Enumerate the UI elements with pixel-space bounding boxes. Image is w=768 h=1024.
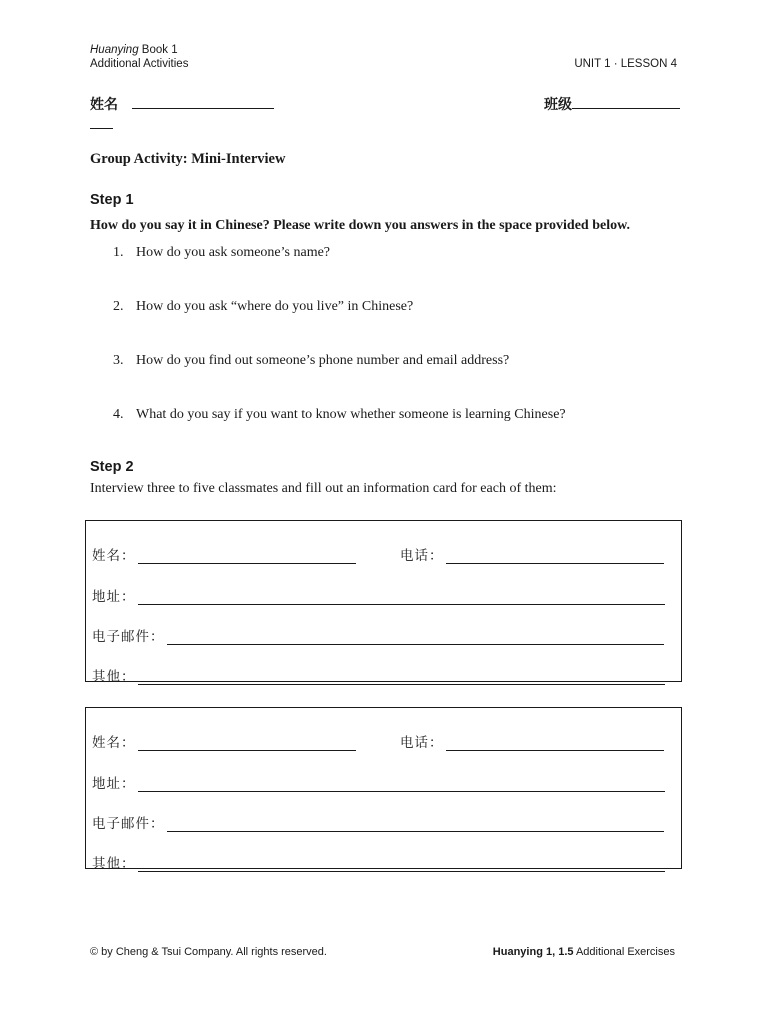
card-email-label: 电子邮件： bbox=[92, 629, 165, 644]
card-name-label: 姓名： bbox=[92, 548, 136, 563]
footer-reference-rest: Additional Exercises bbox=[573, 946, 675, 958]
info-card bbox=[85, 520, 682, 682]
question-number: 2. bbox=[113, 299, 124, 314]
question-text: How do you ask “where do you live” in Chinese? bbox=[136, 299, 414, 314]
card-email-label: 电子邮件： bbox=[92, 816, 165, 831]
header-book-title bbox=[90, 44, 178, 56]
card-other-line[interactable] bbox=[138, 859, 665, 872]
question-number: 1. bbox=[113, 245, 124, 260]
step2-title: Step 2 bbox=[90, 459, 134, 475]
question-item bbox=[113, 353, 509, 369]
name-blank-line[interactable] bbox=[132, 94, 274, 109]
card-address-line[interactable] bbox=[138, 592, 665, 605]
class-blank-line-continuation bbox=[90, 114, 113, 129]
card-email-line[interactable] bbox=[167, 632, 664, 645]
name-label: 姓名 bbox=[90, 98, 118, 113]
header-book-rest: Book 1 bbox=[138, 44, 178, 56]
question-number: 3. bbox=[113, 353, 124, 368]
activity-title: Group Activity: Mini-Interview bbox=[90, 151, 286, 167]
card-address-field bbox=[92, 585, 665, 605]
card-name-field bbox=[92, 731, 356, 751]
question-item bbox=[113, 299, 413, 315]
step1-instruction: How do you say it in Chinese? Please write down you answers in the space provided below. bbox=[90, 218, 630, 233]
footer-copyright: © by Cheng & Tsui Company. All rights reserved. bbox=[90, 946, 327, 958]
card-email-field bbox=[92, 812, 664, 832]
card-phone-line[interactable] bbox=[446, 551, 664, 564]
card-name-line[interactable] bbox=[138, 738, 356, 751]
card-phone-label: 电话： bbox=[400, 735, 444, 750]
header-book-italic: Huanying bbox=[90, 44, 139, 56]
card-other-field bbox=[92, 852, 665, 872]
card-other-field bbox=[92, 665, 665, 685]
step2-instruction: Interview three to five classmates and fill out an information card for each of them: bbox=[90, 481, 557, 496]
footer-reference bbox=[493, 946, 675, 958]
card-address-field bbox=[92, 772, 665, 792]
question-text: How do you ask someone’s name? bbox=[136, 245, 331, 260]
card-address-label: 地址： bbox=[92, 776, 136, 791]
question-text: How do you find out someone’s phone number and email address? bbox=[136, 353, 510, 368]
card-address-label: 地址： bbox=[92, 589, 136, 604]
card-phone-field bbox=[400, 731, 664, 751]
class-label: 班级 bbox=[544, 98, 572, 113]
question-number: 4. bbox=[113, 407, 124, 422]
info-card bbox=[85, 707, 682, 869]
card-email-field bbox=[92, 625, 664, 645]
header-subtitle: Additional Activities bbox=[90, 58, 189, 70]
card-phone-line[interactable] bbox=[446, 738, 664, 751]
card-phone-field bbox=[400, 544, 664, 564]
card-other-label: 其他： bbox=[92, 856, 136, 871]
card-other-label: 其他： bbox=[92, 669, 136, 684]
card-name-line[interactable] bbox=[138, 551, 356, 564]
question-item bbox=[113, 407, 566, 423]
class-blank-line[interactable] bbox=[572, 94, 680, 109]
footer-reference-bold: Huanying 1, 1.5 bbox=[492, 946, 574, 958]
card-name-field bbox=[92, 544, 356, 564]
card-phone-label: 电话： bbox=[400, 548, 444, 563]
card-name-label: 姓名： bbox=[92, 735, 136, 750]
card-email-line[interactable] bbox=[167, 819, 664, 832]
card-other-line[interactable] bbox=[138, 672, 665, 685]
question-text: What do you say if you want to know whether someone is learning Chinese? bbox=[136, 407, 566, 422]
question-item bbox=[113, 245, 330, 261]
student-info-row bbox=[90, 94, 680, 114]
header-unit-lesson: UNIT 1 · LESSON 4 bbox=[574, 58, 677, 70]
card-address-line[interactable] bbox=[138, 779, 665, 792]
step1-title: Step 1 bbox=[90, 192, 134, 208]
